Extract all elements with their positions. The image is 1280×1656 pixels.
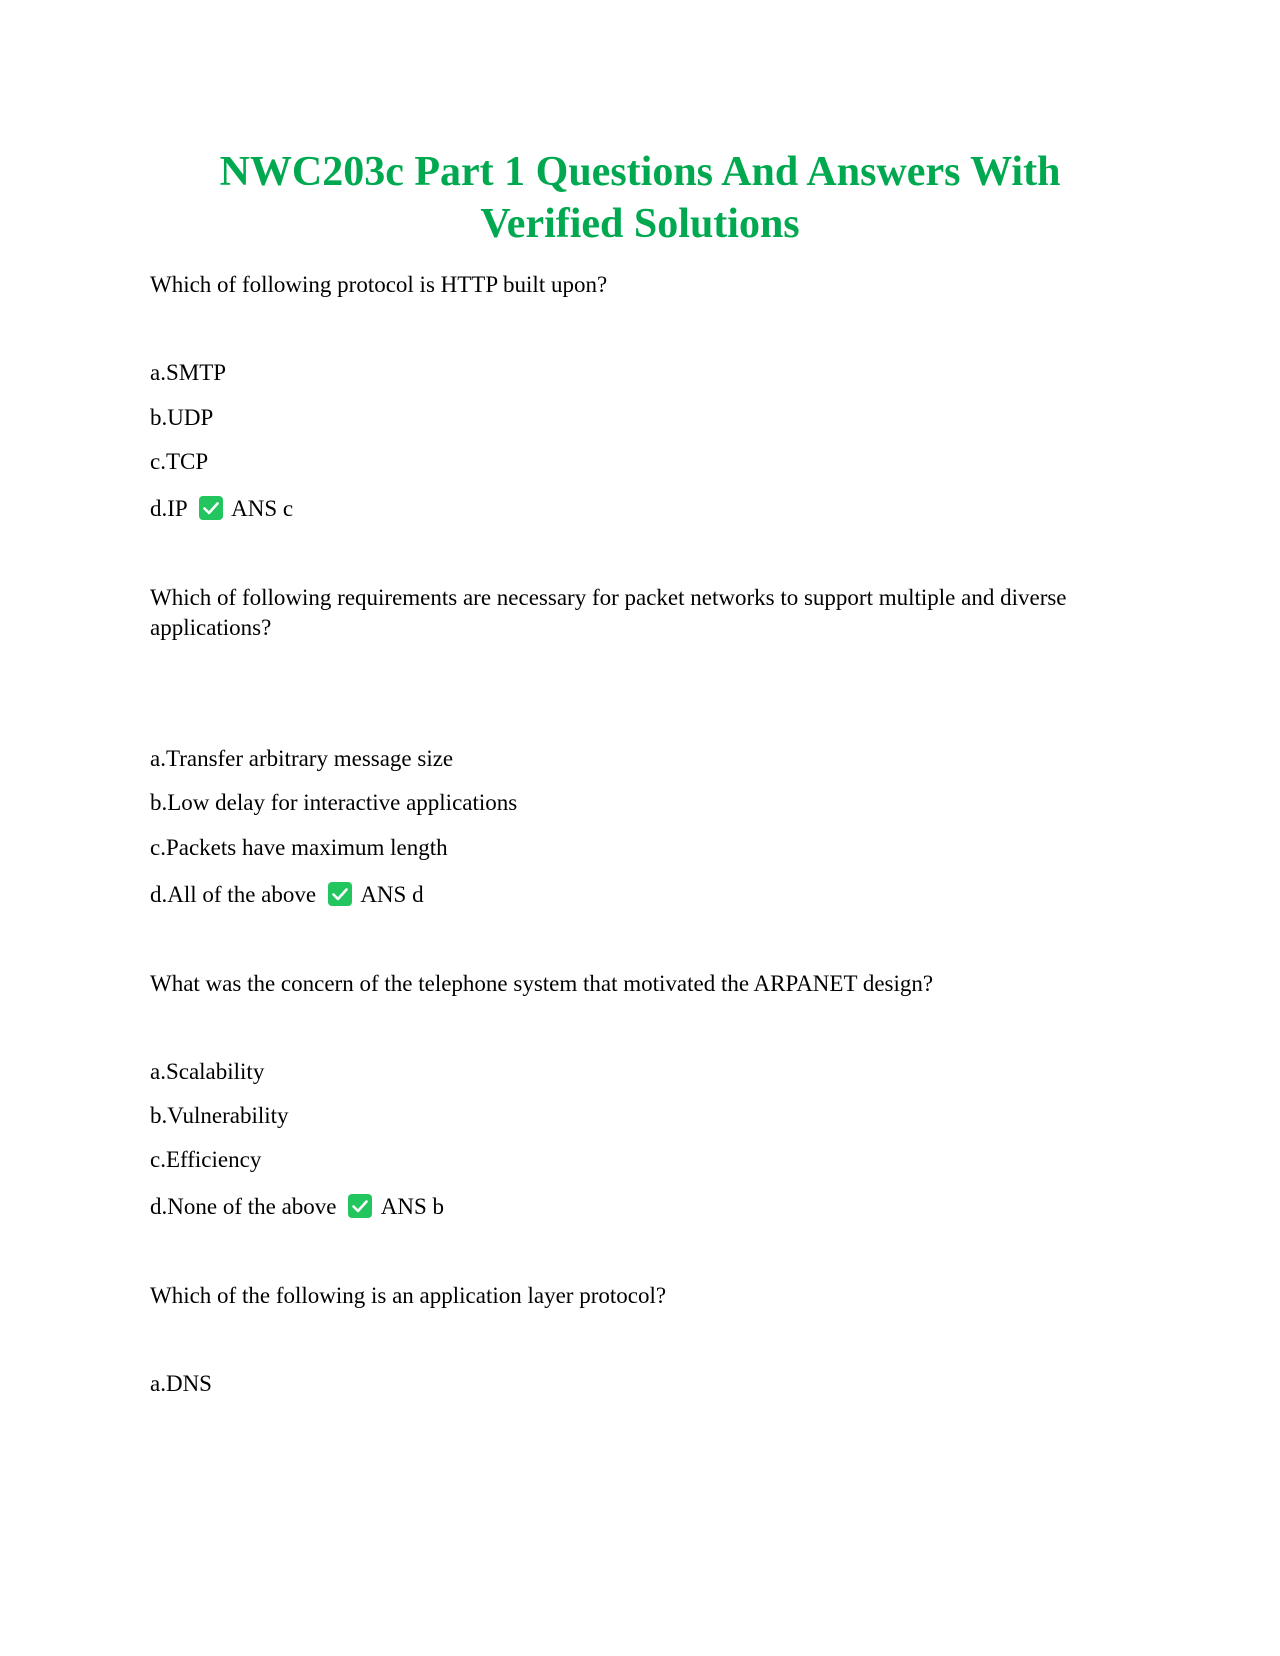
question-2-option-d-row <box>150 880 424 910</box>
question-3-text: What was the concern of the telephone system that motivated the ARPANET design? <box>150 971 934 996</box>
question-1-option-a: a.SMTP <box>150 360 227 385</box>
question-1-text: Which of following protocol is HTTP built upon? <box>150 272 608 297</box>
question-3-option-b: b.Vulnerability <box>150 1103 289 1128</box>
question-3-option-c: c.Efficiency <box>150 1147 262 1172</box>
question-4-option-a: a.DNS <box>150 1371 212 1396</box>
question-2-option-a: a.Transfer arbitrary message size <box>150 746 454 771</box>
question-1-option-d: d.IP <box>150 496 187 521</box>
check-box-icon <box>348 1194 372 1218</box>
question-2-option-c: c.Packets have maximum length <box>150 835 448 860</box>
check-box-icon <box>328 882 352 906</box>
question-3-answer: ANS b <box>380 1194 444 1219</box>
question-1-option-d-row <box>150 494 293 524</box>
question-2-option-b: b.Low delay for interactive applications <box>150 790 518 815</box>
question-1-option-b: b.UDP <box>150 405 214 430</box>
question-1-option-c: c.TCP <box>150 449 209 474</box>
question-1-answer: ANS c <box>231 496 294 521</box>
question-2-text: Which of following requirements are necessary for packet networks to support multiple and diverse applications? <box>150 585 1067 640</box>
question-2-option-d: d.All of the above <box>150 882 317 907</box>
question-3-option-a: a.Scalability <box>150 1059 265 1084</box>
question-2-answer: ANS d <box>360 882 424 907</box>
question-4-text: Which of the following is an application layer protocol? <box>150 1283 667 1308</box>
check-box-icon <box>199 496 223 520</box>
question-3-option-d: d.None of the above <box>150 1194 337 1219</box>
document-title: NWC203c Part 1 Questions And Answers With Verified Solutions <box>219 149 1061 247</box>
question-3-option-d-row <box>150 1192 444 1222</box>
